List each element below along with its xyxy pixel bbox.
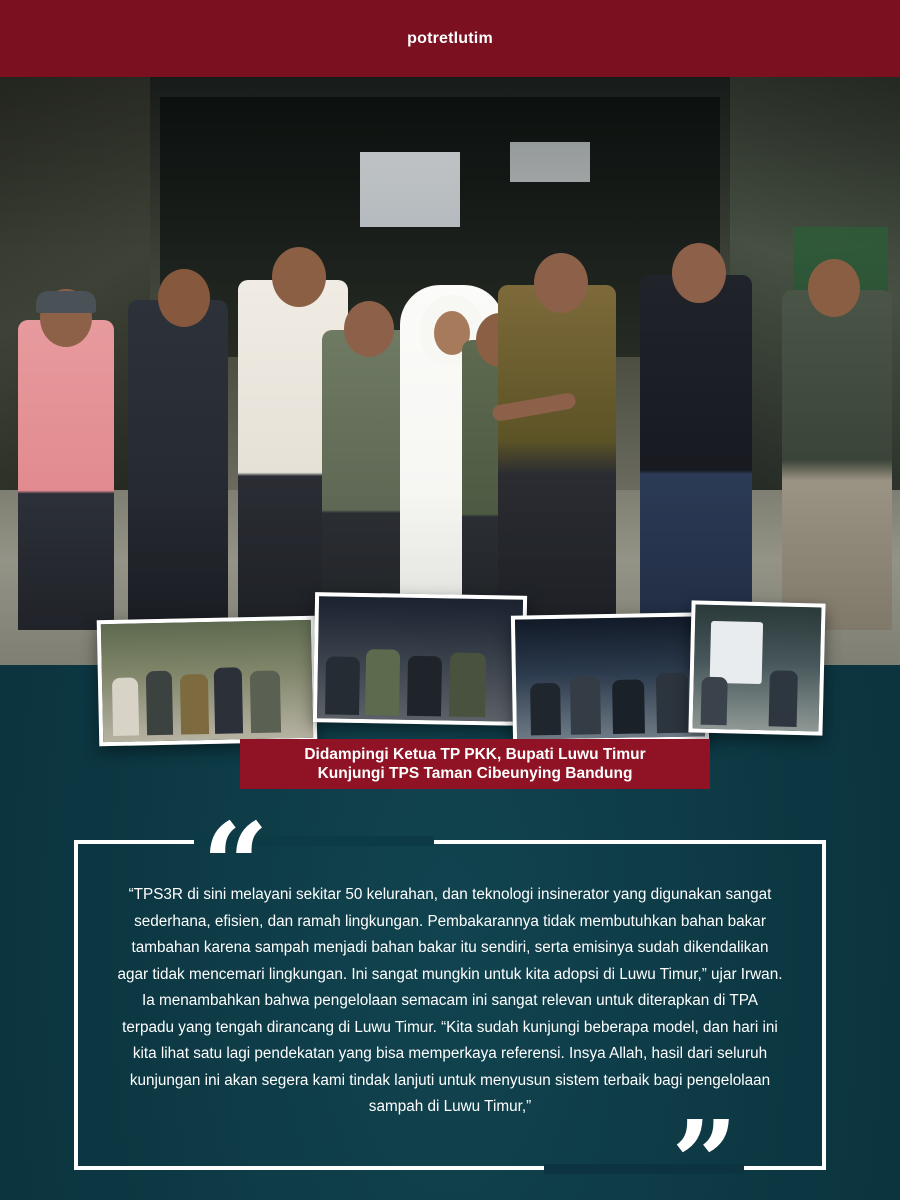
thumbnail-figure bbox=[407, 656, 442, 717]
thumbnail-night-visit bbox=[511, 612, 709, 743]
thumbnail-figure bbox=[701, 677, 728, 726]
thumbnail-crowd-outdoor bbox=[97, 616, 318, 747]
thumbnail-strip bbox=[0, 558, 900, 738]
thumbnail-figure bbox=[250, 670, 281, 733]
thumbnail-figure bbox=[612, 679, 645, 734]
caption-banner bbox=[240, 739, 710, 789]
thumbnail-figure bbox=[214, 667, 243, 734]
quote-text: “TPS3R di sini melayani sekitar 50 kelurahan, dan teknologi insinerator yang digunakan sangat sederhana, efisien, dan ramah lingkungan. Pembakarannya tidak membutuhkan bahan bakar tambahan karena sampah menjadi bahan bakar itu sendiri, serta emisinya sudah dikendalikan agar tidak mencemari lingkungan. Ini sangat mungkin untuk kita adopsi di Luwu Timur,” ujar Irwan. Ia menambahkan bahwa pengelolaan semacam ini sangat relevan untuk diterapkan di TPA terpadu yang tengah dirancang di Luwu Timur. “Kita sudah kunjungi beberapa model, dan hari ini kita lihat satu lagi pendekatan yang bisa memperkaya referensi. Insya Allah, hasil dari seluruh kunjungan ini akan segera kami tindak lanjuti untuk menyusun sistem terbaik bagi pengelolaan sampah di Luwu Timur,” bbox=[117, 886, 783, 1115]
thumbnail-figure bbox=[530, 683, 561, 736]
thumbnail-figure bbox=[180, 674, 209, 735]
thumbnail-figure bbox=[449, 653, 486, 718]
thumbnail-figure bbox=[325, 656, 360, 715]
caption-line-2: Kunjungi TPS Taman Cibeunying Bandung bbox=[317, 765, 633, 782]
thumbnail-officials-indoor bbox=[313, 592, 527, 726]
thumbnail-figure bbox=[146, 671, 173, 736]
quote-block bbox=[74, 798, 826, 1200]
thumbnail-figure bbox=[656, 673, 689, 734]
thumbnail-figure bbox=[769, 670, 798, 727]
thumbnail-figure bbox=[570, 676, 601, 735]
thumbnail-figure bbox=[365, 649, 400, 716]
header-bar bbox=[0, 0, 900, 77]
quote-close-icon: ” bbox=[671, 1096, 738, 1200]
page-title: potretlutim bbox=[407, 29, 493, 47]
control-panel bbox=[710, 621, 763, 684]
quote-open-icon: “ bbox=[202, 798, 269, 934]
caption-line-1: Didampingi Ketua TP PKK, Bupati Luwu Timur bbox=[304, 746, 646, 763]
thumbnail-figure bbox=[112, 677, 139, 736]
thumbnail-incinerator-room bbox=[688, 600, 825, 735]
